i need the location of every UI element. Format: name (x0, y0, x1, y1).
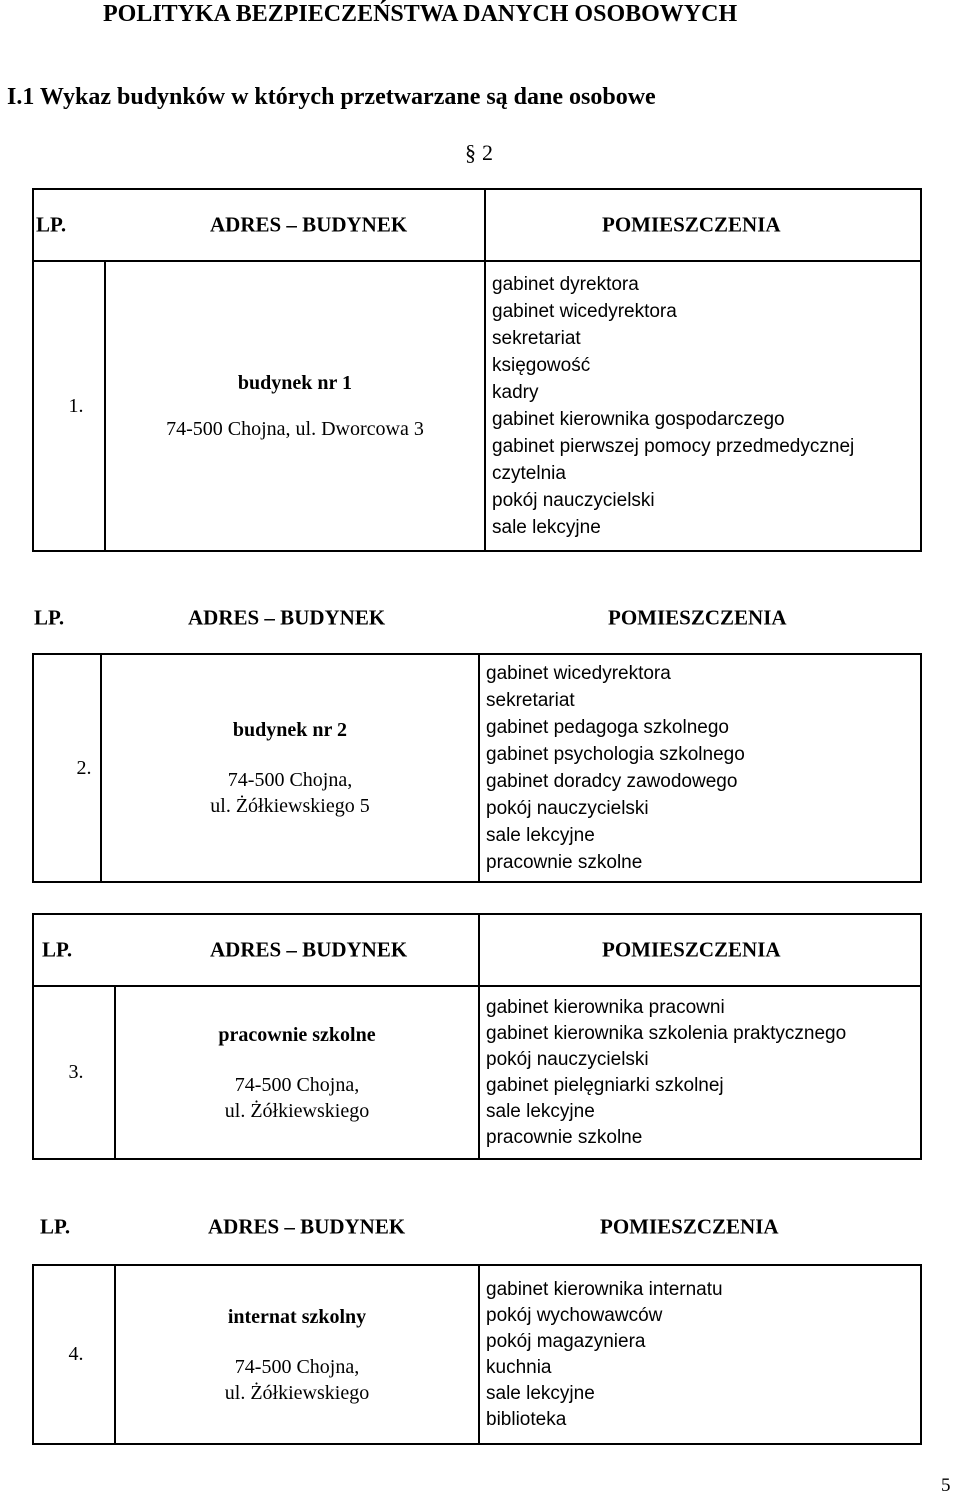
room-item: gabinet pierwszej pomocy przedmedycznej (492, 436, 855, 457)
room-item: księgowość (492, 355, 591, 376)
row-lp: 4. (68, 1343, 84, 1365)
building-street-line1: 74-500 Chojna, (234, 1073, 360, 1096)
header-rooms: POMIESZCZENIA (602, 212, 781, 237)
header-lp: LP. (34, 605, 65, 630)
rooms-list (480, 987, 846, 1158)
room-item: czytelnia (492, 463, 566, 484)
page-header (465, 140, 493, 166)
room-item: sale lekcyjne (492, 517, 601, 538)
rooms-list (480, 655, 745, 881)
room-item: kadry (492, 382, 539, 403)
building-street-line2: ul. Żółkiewskiego 5 (210, 795, 370, 817)
room-item: gabinet wicedyrektora (486, 663, 671, 684)
room-item: pracownie szkolne (486, 1126, 643, 1148)
building-address (116, 1266, 478, 1443)
page-header-number: 2 (482, 140, 493, 165)
header-rooms: POMIESZCZENIA (602, 937, 781, 962)
row-lp: 2. (76, 756, 92, 779)
section-mark-icon: § (465, 140, 476, 165)
room-item: sale lekcyjne (486, 1100, 595, 1122)
header-rooms: POMIESZCZENIA (600, 1214, 779, 1239)
building-name: pracownie szkolne (218, 1023, 376, 1046)
building-name: budynek nr 2 (232, 719, 348, 741)
room-item: pokój wychowawców (486, 1304, 663, 1326)
room-item: gabinet psychologia szkolnego (486, 744, 745, 765)
header-address: ADRES – BUDYNEK (188, 605, 386, 630)
room-item: gabinet pielęgniarki szkolnej (486, 1074, 724, 1096)
header-lp: LP. (36, 212, 67, 237)
building-street-line2: ul. Żółkiewskiego (224, 1381, 370, 1404)
room-item: gabinet kierownika pracowni (486, 996, 725, 1018)
room-item: gabinet doradcy zawodowego (486, 771, 738, 792)
room-item: sekretariat (492, 328, 581, 349)
header-address: ADRES – BUDYNEK (210, 212, 408, 237)
table-row (32, 985, 922, 1160)
table-header (32, 188, 922, 262)
table-header (32, 1190, 922, 1264)
room-item: pokój magazyniera (486, 1330, 646, 1352)
room-item: gabinet pedagoga szkolnego (486, 717, 729, 738)
room-item: gabinet kierownika szkolenia praktycznego (486, 1022, 847, 1044)
room-item: gabinet kierownika internatu (486, 1278, 723, 1300)
building-street-line1: 74-500 Chojna, (234, 1355, 360, 1378)
table-row (32, 1264, 922, 1445)
document-title: POLITYKA BEZPIECZEŃSTWA DANYCH OSOBOWYCH (103, 1, 738, 27)
room-item: pokój nauczycielski (492, 490, 655, 511)
room-item: gabinet wicedyrektora (492, 301, 677, 322)
rooms-list (480, 1266, 723, 1443)
page-number: 5 (941, 1475, 951, 1496)
building-name: internat szkolny (227, 1305, 367, 1328)
row-lp: 3. (68, 1061, 84, 1083)
section-subtitle: I.1 Wykaz budynków w których przetwarzane są dane osobowe (7, 84, 656, 110)
building-street-line1: 74-500 Chojna, (227, 769, 353, 791)
header-address: ADRES – BUDYNEK (210, 937, 408, 962)
room-item: pokój nauczycielski (486, 798, 649, 819)
room-item: kuchnia (486, 1356, 552, 1378)
table-header (32, 913, 922, 987)
table-row (32, 653, 922, 883)
room-item: biblioteka (486, 1408, 567, 1430)
room-item: pracownie szkolne (486, 852, 643, 873)
room-item: sale lekcyjne (486, 1382, 595, 1404)
header-address: ADRES – BUDYNEK (208, 1214, 406, 1239)
rooms-list (486, 262, 854, 550)
building-address (116, 987, 478, 1158)
room-item: pokój nauczycielski (486, 1048, 649, 1070)
header-lp: LP. (42, 937, 73, 962)
header-lp: LP. (40, 1214, 71, 1239)
room-item: sale lekcyjne (486, 825, 595, 846)
row-lp: 1. (68, 394, 84, 417)
table-header (32, 581, 922, 655)
table-row (32, 260, 922, 552)
building-street-line2: ul. Żółkiewskiego (224, 1099, 370, 1122)
header-rooms: POMIESZCZENIA (608, 605, 787, 630)
building-street: 74-500 Chojna, ul. Dworcowa 3 (166, 418, 424, 440)
room-item: gabinet kierownika gospodarczego (492, 409, 785, 430)
building-address (102, 655, 478, 881)
room-item: gabinet dyrektora (492, 274, 639, 295)
building-address (106, 262, 484, 550)
building-name: budynek nr 1 (237, 372, 353, 394)
room-item: sekretariat (486, 690, 575, 711)
